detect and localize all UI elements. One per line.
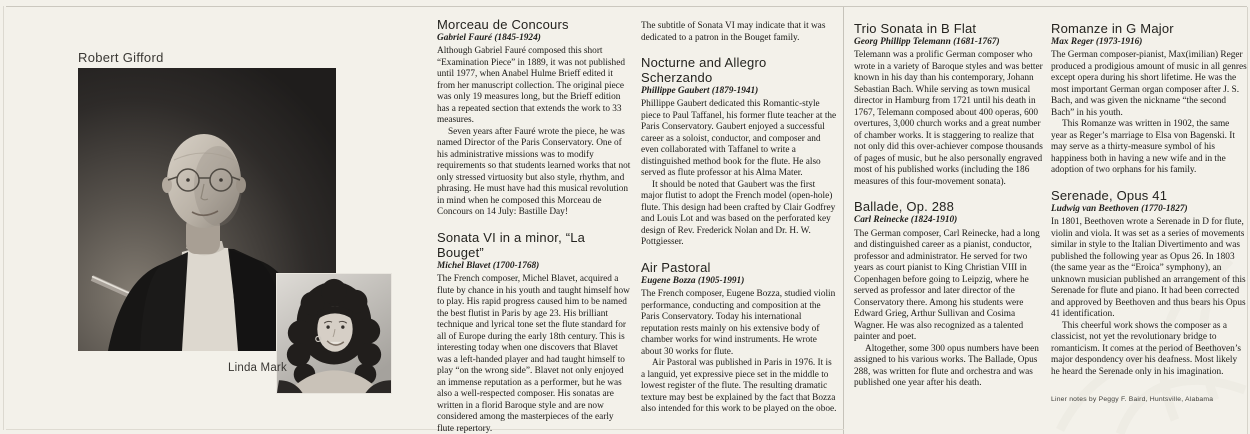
composer-byline: Carl Reinecke (1824-1910) bbox=[854, 215, 958, 226]
paragraph: The subtitle of Sonata VI may indicate that it was dedicated to a patron in the Bouget family. bbox=[641, 21, 826, 43]
piece-title: Trio Sonata in B Flat bbox=[854, 21, 977, 36]
section-ballade bbox=[854, 199, 1046, 389]
piece-title: Ballade, Op. 288 bbox=[854, 199, 955, 215]
paragraph: Altogether, some 300 opus numbers have been assigned to his various works. The Ballade, Opus 288, was written for flute and orchestra and was published one year after his death. bbox=[854, 343, 1039, 389]
piece-title: Romanze in G Major bbox=[1051, 21, 1174, 36]
composer-byline: Georg Phillipp Telemann (1681-1767) bbox=[854, 37, 1000, 47]
paragraph: This cheerful work shows the composer as a classicist, not yet the revolutionary bridge to romanticism. It comes at the period of Beethoven’s major despondency over his deafness. Most likely he heard the Serenade only in his imagination. bbox=[1051, 320, 1242, 377]
section-morceau-de-concours bbox=[437, 17, 631, 219]
page-edge-left bbox=[3, 6, 4, 430]
text-column-1 bbox=[437, 17, 631, 434]
piece-title: Air Pastoral bbox=[641, 259, 711, 275]
paragraph: The German composer-pianist, Max(imilian) Reger produced a prodigious amount of music in all genres except opera during his short lifetime. He was the most important German organ composer after J. S. Bach, and was given the nickname “the second Bach” in his youth. bbox=[1051, 50, 1247, 118]
piece-title: Sonata VI in a minor, “La Bouget” bbox=[437, 229, 586, 260]
page-edge-top bbox=[6, 6, 1247, 7]
paragraph: Air Pastoral was published in Paris in 1976. It is a languid, yet expressive piece set in the middle to lowest register of the flute. The resulting dramatic texture may best be explained by the fact that Bozza also intended for this work to be played on the oboe. bbox=[641, 358, 837, 415]
section-sonata-vi bbox=[437, 230, 631, 434]
piece-title: Serenade, Opus 41 bbox=[1051, 187, 1168, 203]
text-column-3 bbox=[854, 21, 1046, 390]
photo-caption-robert-gifford: Robert Gifford bbox=[78, 50, 164, 65]
composer-byline: Phillippe Gaubert (1879-1941) bbox=[641, 86, 759, 96]
paragraph: Although Gabriel Fauré composed this short “Examination Piece” in 1889, it was not published until 1977, when Anabel Hulme Brieff edited it from her manuscript collection. The original piece was only 19 measures long, but the Brieff edition has a repeated section that extends the work to 33 measures. bbox=[437, 46, 625, 126]
paragraph: The French composer, Michel Blavet, acquired a flute by chance in his youth and taught himself how to play. His rapid progress caused him to be named the best flutist in Paris by age 23. His brilliant technique and lyrical tone set the flute standard for all of Europe during the early 18th century. This is interesting today when one discovers that Blavet was a left-handed player and had taught himself to play “on the wrong side”. Blavet not only enjoyed an immense reputation as a performer, but he was also a well-respected composer. His sonatas are written in a florid Baroque style and are now considered among the masterpieces of the early flute repertory. bbox=[437, 274, 630, 434]
text-column-4 bbox=[1051, 21, 1247, 378]
eye-right bbox=[341, 325, 344, 328]
composer-byline: Michel Blavet (1700-1768) bbox=[437, 260, 540, 271]
composer-byline: Ludwig van Beethoven (1770-1827) bbox=[1051, 203, 1188, 214]
paragraph: The German composer, Carl Reinecke, had a long and distinguished career as a pianist, conductor, professor and administrator. He served for two years as court pianist to King Christian VIII in Copenhagen before going to Leipzig, where he served as professor and later director of the Conservatory there. Among his students were Edward Grieg, Arthur Sullivan and Cosima Wagner. He was also recognized as a talented painter and poet. bbox=[854, 228, 1040, 343]
paragraph: The French composer, Eugene Bozza, studied violin performance, conducting and composition at the Paris Conservatory. Today his international reputation rests mainly on his extensive body of chamber works for wind instruments. He wrote about 30 works for flute. bbox=[641, 289, 836, 357]
composer-byline: Max Reger (1973-1916) bbox=[1051, 37, 1143, 47]
eye-left bbox=[326, 325, 329, 328]
section-serenade bbox=[1051, 188, 1247, 378]
section-nocturne-allegro bbox=[641, 55, 837, 249]
composer-byline: Gabriel Fauré (1845-1924) bbox=[437, 33, 541, 43]
text-column-2 bbox=[641, 21, 837, 416]
liner-notes-credit: Liner notes by Peggy F. Baird, Huntsville, Alabama bbox=[1051, 396, 1214, 403]
piece-title: Nocturne and Allegro Scherzando bbox=[641, 55, 767, 85]
eye-left bbox=[186, 178, 190, 182]
section-trio-sonata bbox=[854, 21, 1046, 188]
composer-byline: Eugene Bozza (1905-1991) bbox=[641, 275, 745, 286]
page-fold-line bbox=[843, 7, 844, 434]
paragraph: It should be noted that Gaubert was the first major flutist to adopt the French model (open-hole) flute. This design had been crafted by Clair Godfrey and Louis Lot and was based on the perforated key design of Rev. Frederick Nolan and Dr. H. W. Pottgiesser. bbox=[641, 179, 836, 248]
piece-title: Morceau de Concours bbox=[437, 17, 569, 32]
paragraph: Seven years after Fauré wrote the piece, he was named Director of the Paris Conservatory. One of his administrative missions was to modify requirements so that students learned works that not only stressed virtuosity but also style, rhythm, and phrasing. He must have had this musical revolution in mind when he composed this Morceau de Concours on 14 July: Bastille Day! bbox=[437, 126, 631, 218]
eye-right bbox=[219, 178, 223, 182]
section-air-pastoral bbox=[641, 260, 837, 416]
linda-mark-photo bbox=[276, 273, 392, 394]
section-sonata-vi-continued bbox=[641, 21, 837, 44]
paragraph: Phillippe Gaubert dedicated this Romantic-style piece to Paul Taffanel, his former flute teacher at the Paris Conservatory. Gaubert enjoyed a successful career as a soloist, conductor, and composer and even collaborated with Taffanel to write a distinguished method book for the flute. He also served as flute professor at his Alma Mater. bbox=[641, 99, 837, 179]
photo-caption-linda-mark: Linda Mark bbox=[228, 362, 287, 374]
paragraph: Telemann was a prolific German composer who wrote in a variety of Baroque styles and was better known in his day than his contemporary, Johann Sebastian Bach. While serving as town musical director in Hamburg from 1721 until his death in 1767, Telemann composed about 400 operas, 600 overtures, 3,000 church works and a great number of chamber works. It is staggering to realize that not only did this over-achiever compose thousands of pages of music, but he also personally engraved most of his published works (including the 186 measures of this four-movement sonata). bbox=[854, 50, 1043, 187]
paragraph: In 1801, Beethoven wrote a Serenade in D for flute, violin and viola. It was set as a series of movements similar in style to the Italian Divertimento and was published the following year as Opus 26. In 1803 (the same year as the “Eroica” symphony), an unknown musician published an arrangement of this Serenade for flute and piano. It had been corrected and approved by Beethoven and thus bears his Opus 41 identification. bbox=[1051, 217, 1246, 320]
page-edge-bottom bbox=[6, 429, 844, 430]
paragraph: This Romanze was written in 1902, the same year as Reger’s marriage to Elsa von Bagenski. It may serve as a thirty-measure symbol of his happiness both in having a new wife and in the adoption of two orphans for his family. bbox=[1051, 119, 1235, 176]
section-romanze bbox=[1051, 21, 1247, 177]
